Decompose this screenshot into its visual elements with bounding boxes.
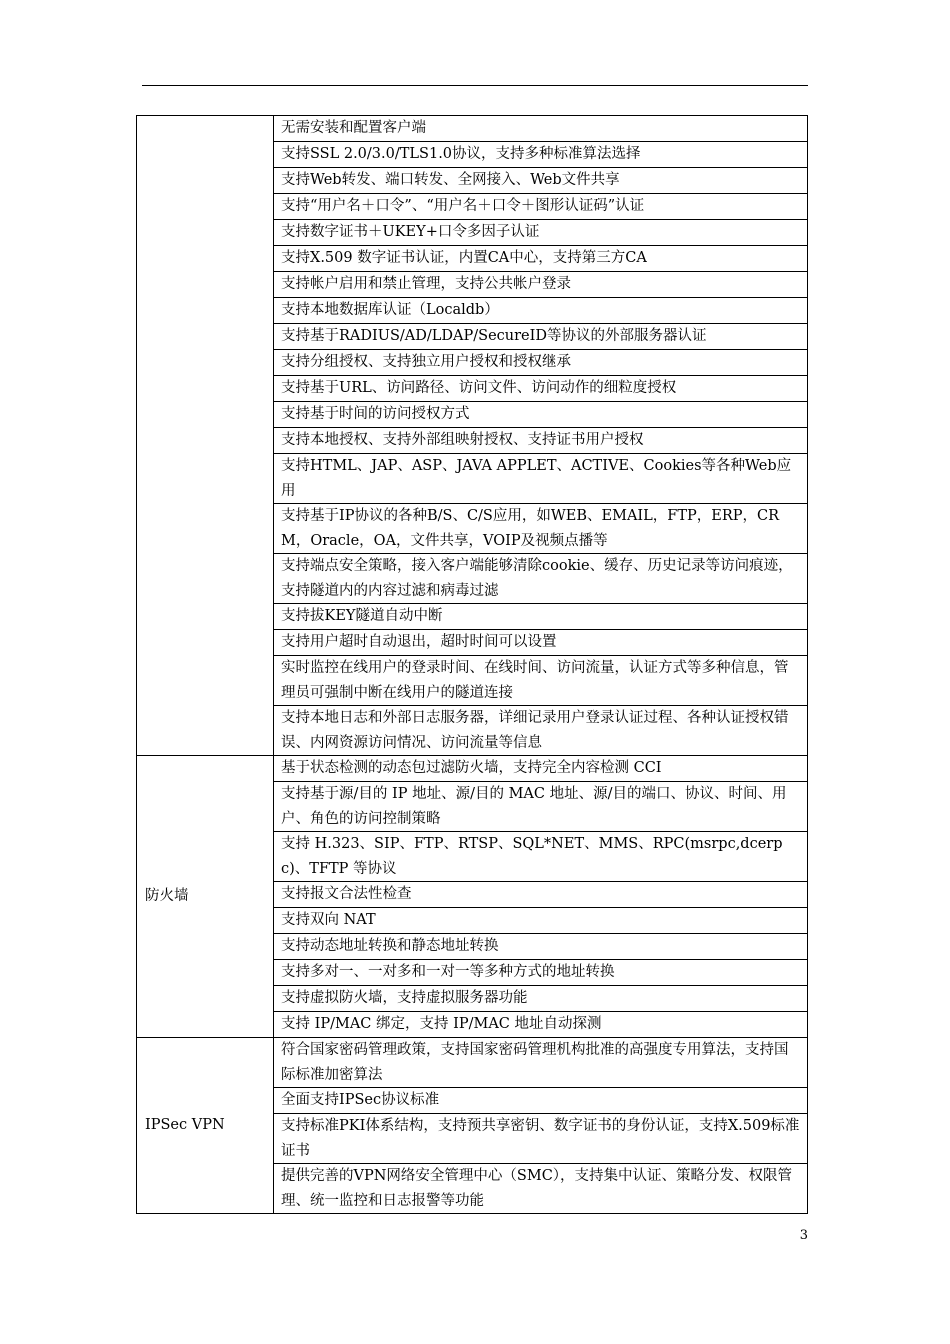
feature-item: 支持基于IP协议的各种B/S、C/S应用，如WEB、EMAIL，FTP，ERP，CRM，Oracle，OA，文件共享，VOIP及视频点播等 xyxy=(274,504,808,554)
category-cell xyxy=(137,116,274,756)
feature-item: 支持端点安全策略，接入客户端能够清除cookie、缓存、历史记录等访问痕迹，支持隧道内的内容过滤和病毒过滤 xyxy=(274,554,808,604)
feature-item: 支持SSL 2.0/3.0/TLS1.0协议，支持多种标准算法选择 xyxy=(274,142,808,168)
feature-item: 支持拔KEY隧道自动中断 xyxy=(274,604,808,630)
table-row xyxy=(137,1038,808,1088)
feature-item: 支持基于URL、访问路径、访问文件、访问动作的细粒度授权 xyxy=(274,376,808,402)
feature-item: 支持本地日志和外部日志服务器，详细记录用户登录认证过程、各种认证授权错误、内网资源访问情况、访问流量等信息 xyxy=(274,706,808,756)
feature-item: 支持多对一、一对多和一对一等多种方式的地址转换 xyxy=(274,960,808,986)
feature-item: 支持“用户名＋口令”、“用户名＋口令＋图形认证码”认证 xyxy=(274,194,808,220)
feature-item: 支持Web转发、端口转发、全网接入、Web文件共享 xyxy=(274,168,808,194)
feature-item: 支持基于RADIUS/AD/LDAP/SecureID等协议的外部服务器认证 xyxy=(274,324,808,350)
feature-item: 支持动态地址转换和静态地址转换 xyxy=(274,934,808,960)
feature-item: 支持报文合法性检查 xyxy=(274,882,808,908)
feature-item: 无需安装和配置客户端 xyxy=(274,116,808,142)
feature-item: 支持虚拟防火墙，支持虚拟服务器功能 xyxy=(274,986,808,1012)
feature-item: 支持 IP/MAC 绑定，支持 IP/MAC 地址自动探测 xyxy=(274,1012,808,1038)
spec-table-body xyxy=(137,116,808,1214)
feature-item: 支持数字证书＋UKEY+口令多因子认证 xyxy=(274,220,808,246)
feature-item: 支持标准PKI体系结构，支持预共享密钥、数字证书的身份认证，支持X.509标准证书 xyxy=(274,1114,808,1164)
table-row xyxy=(137,756,808,782)
feature-item: 支持 H.323、SIP、FTP、RTSP、SQL*NET、MMS、RPC(msrpc,dcerpc)、TFTP 等协议 xyxy=(274,832,808,882)
feature-item: 支持帐户启用和禁止管理，支持公共帐户登录 xyxy=(274,272,808,298)
feature-item: 符合国家密码管理政策，支持国家密码管理机构批准的高强度专用算法，支持国际标准加密算法 xyxy=(274,1038,808,1088)
category-cell: 防火墙 xyxy=(137,756,274,1038)
page-number: 3 xyxy=(799,1228,808,1243)
feature-item: 支持HTML、JAP、ASP、JAVA APPLET、ACTIVE、Cookies等各种Web应用 xyxy=(274,454,808,504)
feature-item: 支持基于时间的访问授权方式 xyxy=(274,402,808,428)
table-row xyxy=(137,116,808,142)
feature-item: 支持用户超时自动退出，超时时间可以设置 xyxy=(274,630,808,656)
feature-item: 提供完善的VPN网络安全管理中心（SMC），支持集中认证、策略分发、权限管理、统一监控和日志报警等功能 xyxy=(274,1164,808,1214)
spec-table xyxy=(136,115,808,1214)
feature-item: 实时监控在线用户的登录时间、在线时间、访问流量，认证方式等多种信息，管理员可强制中断在线用户的隧道连接 xyxy=(274,656,808,706)
feature-item: 支持本地数据库认证（Localdb） xyxy=(274,298,808,324)
feature-item: 支持X.509 数字证书认证，内置CA中心，支持第三方CA xyxy=(274,246,808,272)
feature-item: 支持基于源/目的 IP 地址、源/目的 MAC 地址、源/目的端口、协议、时间、用户、角色的访问控制策略 xyxy=(274,782,808,832)
feature-item: 基于状态检测的动态包过滤防火墙，支持完全内容检测 CCI xyxy=(274,756,808,782)
header-rule xyxy=(142,85,808,86)
category-cell: IPSec VPN xyxy=(137,1038,274,1214)
feature-item: 支持分组授权、支持独立用户授权和授权继承 xyxy=(274,350,808,376)
feature-item: 支持双向 NAT xyxy=(274,908,808,934)
feature-item: 全面支持IPSec协议标准 xyxy=(274,1088,808,1114)
feature-item: 支持本地授权、支持外部组映射授权、支持证书用户授权 xyxy=(274,428,808,454)
